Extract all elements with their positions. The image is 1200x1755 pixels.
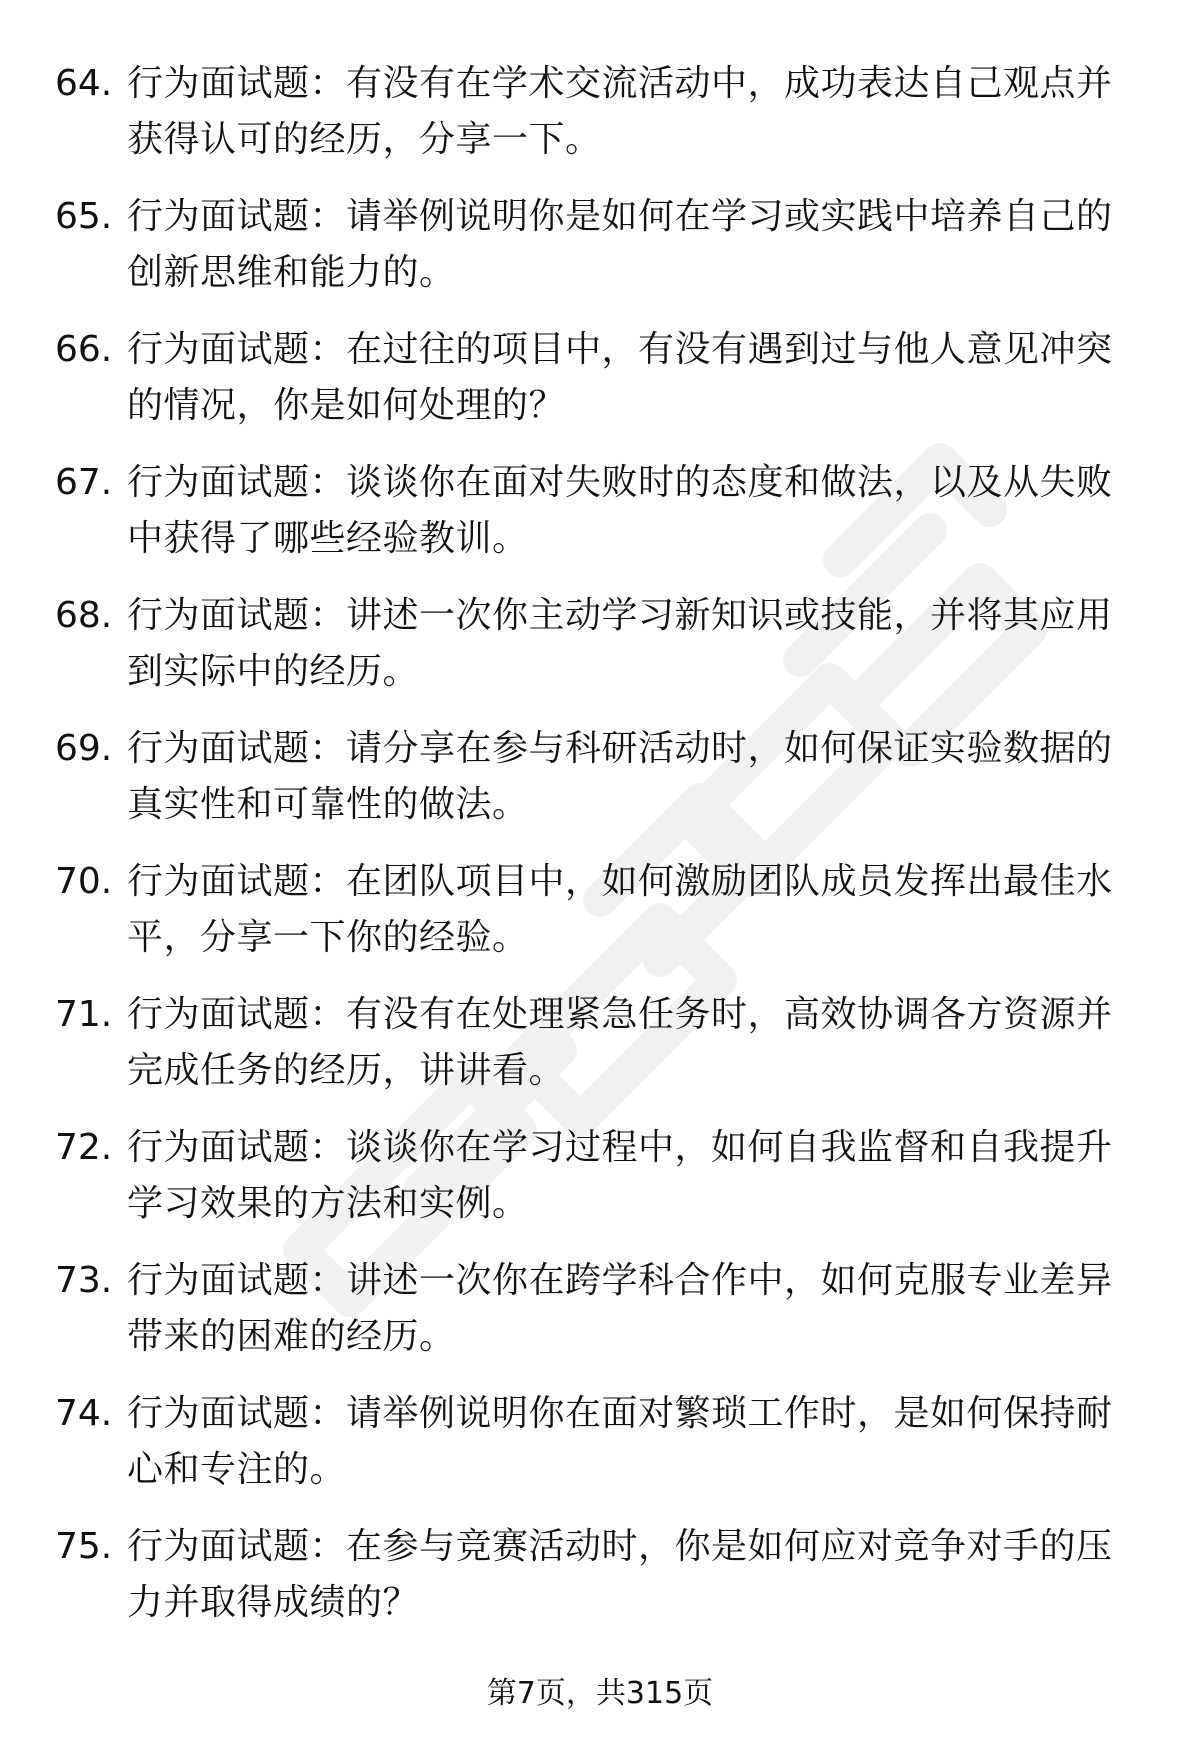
question-number: 72. [55,1127,113,1168]
question-number: 64. [55,63,113,104]
question-text: 行为面试题：在过往的项目中，有没有遇到过与他人意见冲突的情况，你是如何处理的？ [127,329,1113,426]
question-item [55,455,1145,588]
question-number: 67. [55,462,113,503]
question-item [55,189,1145,322]
question-item [55,1386,1145,1519]
question-text: 行为面试题：谈谈你在学习过程中，如何自我监督和自我提升学习效果的方法和实例。 [127,1127,1113,1224]
question-text: 行为面试题：请举例说明你在面对繁琐工作时，是如何保持耐心和专注的。 [127,1393,1113,1490]
question-text: 行为面试题：谈谈你在面对失败时的态度和做法，以及从失败中获得了哪些经验教训。 [127,462,1113,559]
question-text: 行为面试题：有没有在学术交流活动中，成功表达自己观点并获得认可的经历，分享一下。 [127,63,1113,160]
question-text: 行为面试题：在参与竞赛活动时，你是如何应对竞争对手的压力并取得成绩的？ [127,1526,1113,1623]
question-list [55,56,1145,1652]
question-item [55,721,1145,854]
question-item [55,1253,1145,1386]
page-footer: 第7页，共315页 [486,1676,714,1711]
question-text: 行为面试题：请分享在参与科研活动时，如何保证实验数据的真实性和可靠性的做法。 [127,728,1113,825]
question-number: 69. [55,728,113,769]
question-text: 行为面试题：有没有在处理紧急任务时，高效协调各方资源并完成任务的经历，讲讲看。 [127,994,1113,1091]
question-item [55,987,1145,1120]
question-number: 71. [55,994,113,1035]
question-text: 行为面试题：请举例说明你是如何在学习或实践中培养自己的创新思维和能力的。 [127,196,1113,293]
question-item [55,56,1145,189]
question-number: 66. [55,329,113,370]
question-item [55,588,1145,721]
question-item [55,322,1145,455]
question-number: 70. [55,861,113,902]
question-number: 73. [55,1260,113,1301]
question-number: 74. [55,1393,113,1434]
question-text: 行为面试题：在团队项目中，如何激励团队成员发挥出最佳水平，分享一下你的经验。 [127,861,1113,958]
question-item [55,1120,1145,1253]
question-item [55,854,1145,987]
question-number: 68. [55,595,113,636]
question-item [55,1519,1145,1652]
question-number: 75. [55,1526,113,1567]
question-text: 行为面试题：讲述一次你主动学习新知识或技能，并将其应用到实际中的经历。 [127,595,1113,692]
question-text: 行为面试题：讲述一次你在跨学科合作中，如何克服专业差异带来的困难的经历。 [127,1260,1113,1357]
question-number: 65. [55,196,113,237]
